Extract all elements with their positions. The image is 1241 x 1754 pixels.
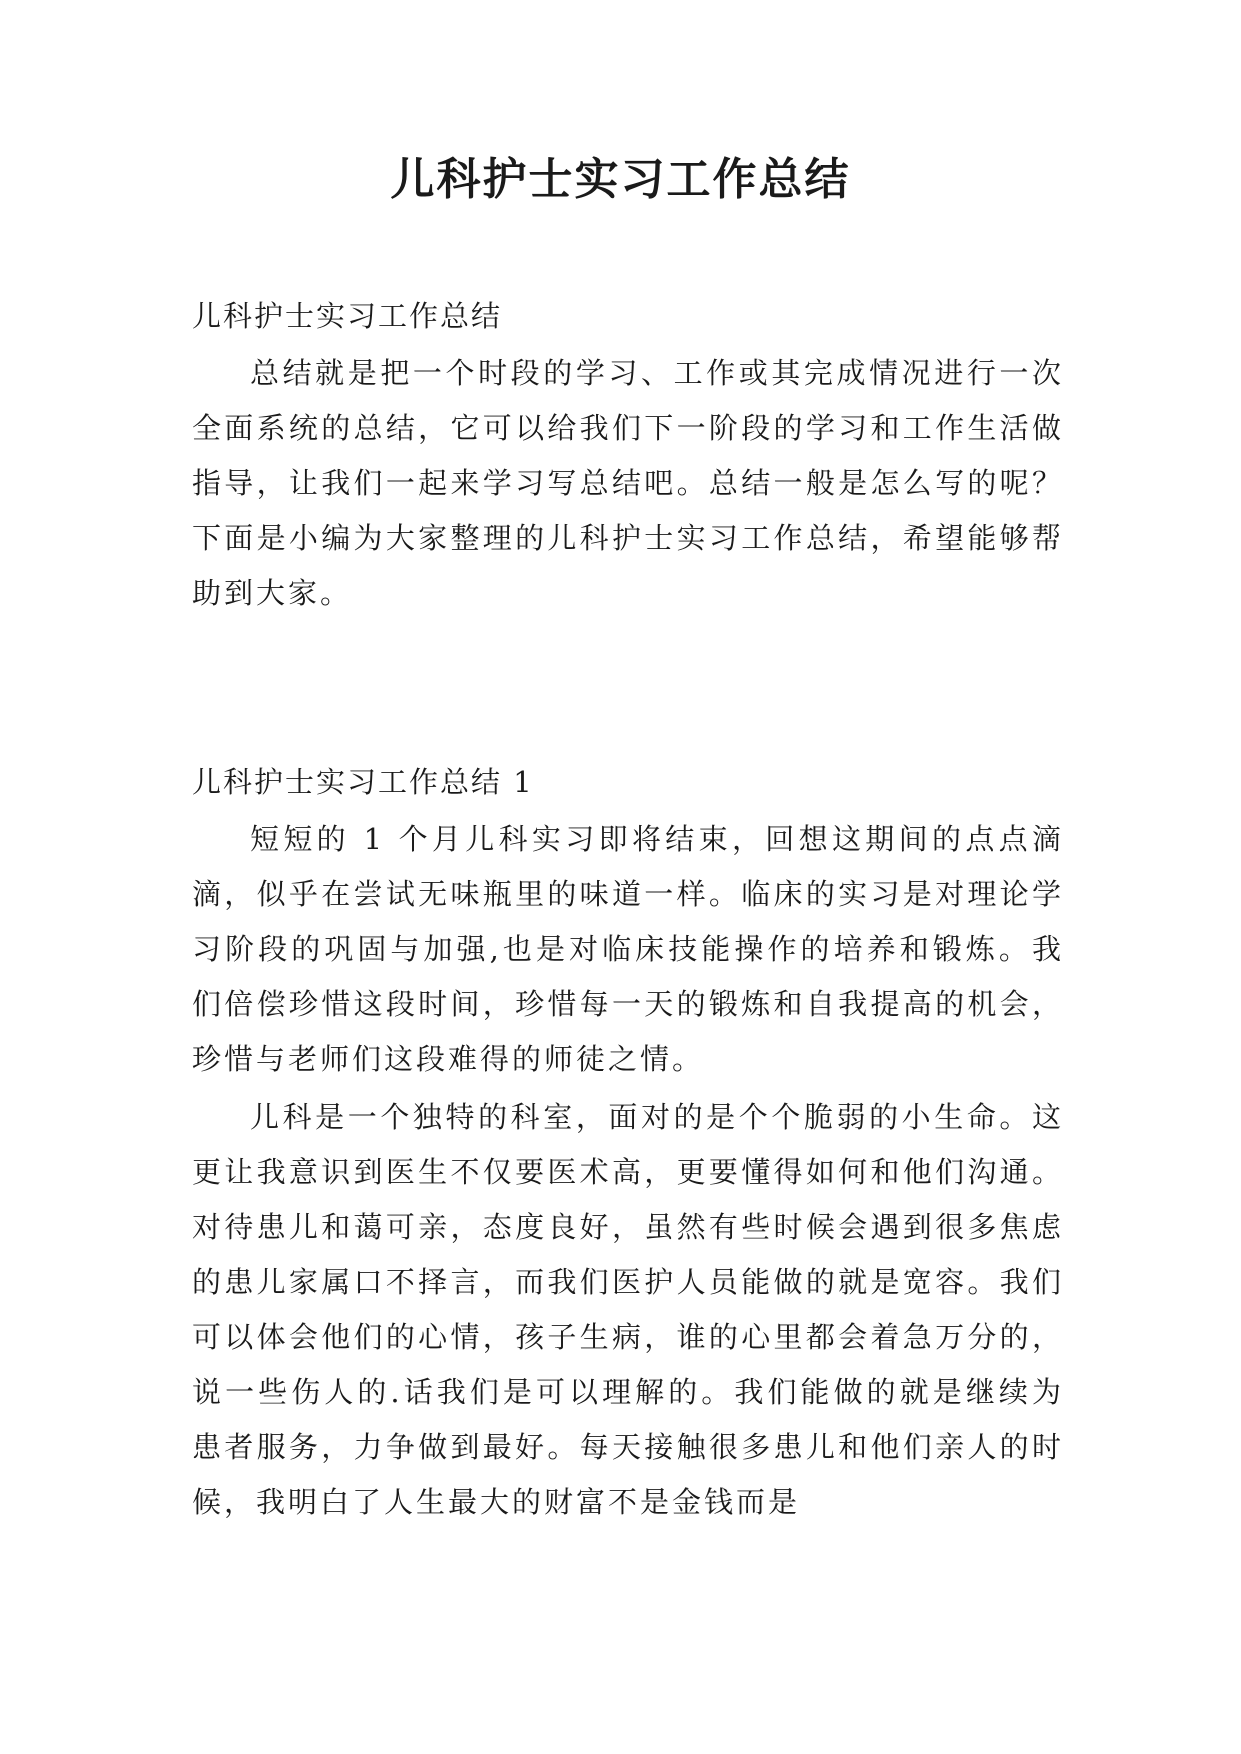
- section-1-paragraph-2: 儿科是一个独特的科室，面对的是个个脆弱的小生命。这更让我意识到医生不仅要医术高，更要懂得如何和他们沟通。对待患儿和蔼可亲，态度良好，虽然有些时候会遇到很多焦虑的患儿家属口不择言，而我们医护人员能做的就是宽容。我们可以体会他们的心情，孩子生病，谁的心里都会着急万分的，说一些伤人的.话我们是可以理解的。我们能做的就是继续为患者服务，力争做到最好。每天接触很多患儿和他们亲人的时候，我明白了人生最大的财富不是金钱而是: [192, 1100, 1064, 1519]
- document-title: 儿科护士实习工作总结: [390, 154, 851, 205]
- intro-paragraph: 总结就是把一个时段的学习、工作或其完成情况进行一次全面系统的总结，它可以给我们下一阶段的学习和工作生活做指导，让我们一起来学习写总结吧。总结一般是怎么写的呢？下面是小编为大家整理的儿科护士实习工作总结，希望能够帮助到大家。: [192, 356, 1064, 610]
- intro-heading: 儿科护士实习工作总结: [192, 299, 503, 333]
- section-1-paragraph-1: 短短的 1 个月儿科实习即将结束，回想这期间的点点滴滴，似乎在尝试无味瓶里的味道一样。临床的实习是对理论学习阶段的巩固与加强,也是对临床技能操作的培养和锻炼。我们倍偿珍惜这段时间，珍惜每一天的锻炼和自我提高的机会，珍惜与老师们这段难得的师徒之情。: [192, 822, 1064, 1076]
- section-1-heading: 儿科护士实习工作总结 1: [192, 765, 534, 799]
